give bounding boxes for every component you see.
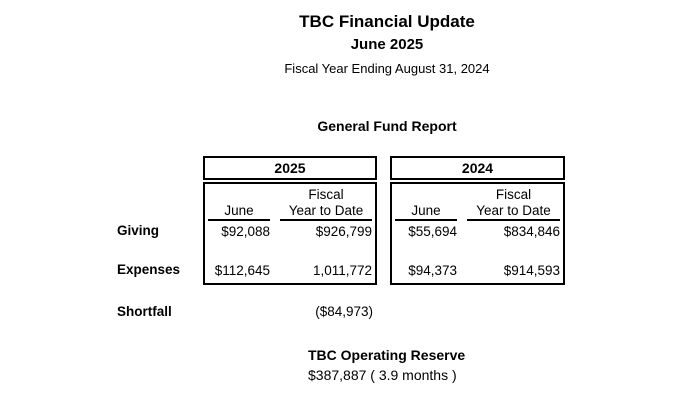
table-2024-year-header: 2024 [390, 156, 565, 180]
table-2025-fiscal-spacer [208, 186, 270, 203]
reserve-value: $387,887 ( 3.9 months ) [308, 367, 457, 383]
table-2025-giving-row [208, 224, 372, 240]
reserve-heading: TBC Operating Reserve [308, 347, 466, 363]
table-2025-giving-june: $92,088 [221, 224, 270, 239]
table-2024-expenses-row [395, 263, 560, 279]
table-2025-col-header-fiscal: Fiscal [308, 187, 344, 202]
table-2024-giving-row [395, 224, 560, 240]
table-2025-body [203, 182, 377, 285]
table-2025-fiscal-row [208, 186, 372, 203]
row-label-shortfall: Shortfall [117, 304, 172, 319]
table-2024-col-header-ytd: Year to Date [467, 203, 560, 221]
operating-reserve-block [308, 346, 465, 384]
table-2024-expenses-ytd: $914,593 [503, 263, 560, 278]
table-2025 [203, 156, 377, 285]
table-2024-giving-june: $55,694 [408, 224, 457, 239]
page-header [75, 12, 699, 77]
shortfall-value: ($84,973) [315, 304, 373, 319]
table-2025-year-header: 2025 [203, 156, 377, 180]
page-title: TBC Financial Update [299, 12, 475, 31]
table-2024-column-headers [395, 203, 560, 221]
row-label-expenses: Expenses [117, 262, 181, 277]
table-2025-column-headers [208, 203, 372, 221]
table-2024-col-header-fiscal: Fiscal [495, 187, 532, 202]
table-2024-body [390, 182, 565, 285]
table-2025-col-header-june: June [208, 203, 270, 221]
table-2025-col-header-ytd: Year to Date [280, 203, 372, 221]
table-2024 [390, 156, 565, 285]
page-subtitle: June 2025 [350, 36, 424, 53]
table-2024-fiscal-spacer [395, 186, 457, 203]
table-2025-expenses-ytd: 1,011,772 [312, 263, 372, 278]
table-2025-giving-ytd: $926,799 [315, 224, 372, 239]
row-label-giving: Giving [117, 223, 160, 238]
table-2024-col-header-june: June [395, 203, 457, 221]
table-2024-giving-ytd: $834,846 [503, 224, 560, 239]
table-2024-fiscal-row [395, 186, 560, 203]
table-2024-expenses-june: $94,373 [408, 263, 457, 278]
fiscal-year-note: Fiscal Year Ending August 31, 2024 [284, 61, 490, 76]
report-heading: General Fund Report [317, 118, 457, 134]
table-2025-expenses-row [208, 263, 372, 279]
table-2025-expenses-june: $112,645 [214, 263, 270, 278]
